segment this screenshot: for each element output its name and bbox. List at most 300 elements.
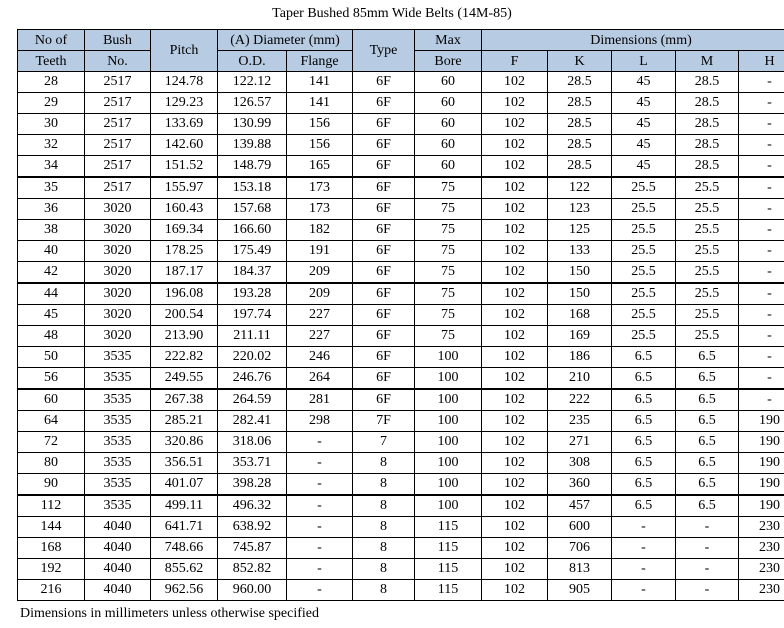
table-cell: 102 (482, 453, 548, 474)
table-cell: - (287, 474, 353, 496)
table-row (18, 326, 784, 347)
table-cell: 102 (482, 93, 548, 114)
table-cell: 122 (548, 177, 612, 199)
header-dimensions: Dimensions (mm) (482, 30, 784, 51)
table-cell: 190 (739, 474, 784, 496)
table-cell: 600 (548, 517, 612, 538)
table-cell: 100 (415, 495, 482, 517)
table-cell: 75 (415, 283, 482, 305)
table-cell: 28.5 (676, 114, 739, 135)
dimensions-table (17, 29, 784, 601)
table-cell: 264.59 (218, 389, 287, 411)
header-no-of: No of (18, 30, 85, 51)
header-h: H (739, 51, 784, 72)
table-cell: 962.56 (151, 580, 218, 601)
table-cell: 155.97 (151, 177, 218, 199)
table-cell: 45 (612, 72, 676, 93)
table-cell: 139.88 (218, 135, 287, 156)
table-cell: - (739, 326, 784, 347)
table-cell: 25.5 (676, 262, 739, 284)
table-cell: 80 (18, 453, 85, 474)
header-flange: Flange (287, 51, 353, 72)
table-cell: 227 (287, 305, 353, 326)
table-cell: 45 (612, 114, 676, 135)
table-cell: 6F (353, 177, 415, 199)
table-cell: 112 (18, 495, 85, 517)
table-cell: 169.34 (151, 220, 218, 241)
table-row (18, 432, 784, 453)
table-cell: 28.5 (548, 135, 612, 156)
table-cell: 748.66 (151, 538, 218, 559)
table-cell: 8 (353, 453, 415, 474)
table-cell: 28.5 (676, 93, 739, 114)
table-cell: 25.5 (676, 305, 739, 326)
table-cell: 192 (18, 559, 85, 580)
table-cell: 38 (18, 220, 85, 241)
table-cell: 25.5 (612, 283, 676, 305)
table-cell: 353.71 (218, 453, 287, 474)
table-cell: 6F (353, 262, 415, 284)
table-cell: 133.69 (151, 114, 218, 135)
table-cell: 60 (415, 135, 482, 156)
table-cell: 102 (482, 495, 548, 517)
table-cell: 3020 (85, 326, 151, 347)
table-cell: 60 (415, 156, 482, 178)
table-cell: 298 (287, 411, 353, 432)
table-cell: 230 (739, 517, 784, 538)
table-cell: 166.60 (218, 220, 287, 241)
table-cell: 100 (415, 411, 482, 432)
table-cell: 187.17 (151, 262, 218, 284)
table-cell: 151.52 (151, 156, 218, 178)
table-cell: 3535 (85, 453, 151, 474)
table-cell: - (739, 199, 784, 220)
table-row (18, 495, 784, 517)
table-cell: 6.5 (676, 368, 739, 390)
table-cell: 220.02 (218, 347, 287, 368)
table-cell: 3020 (85, 262, 151, 284)
table-cell: 28.5 (548, 156, 612, 178)
table-cell: 6.5 (612, 389, 676, 411)
table-cell: 3020 (85, 241, 151, 262)
table-cell: 102 (482, 262, 548, 284)
table-cell: 153.18 (218, 177, 287, 199)
table-cell: 169 (548, 326, 612, 347)
table-cell: 496.32 (218, 495, 287, 517)
table-cell: 6F (353, 156, 415, 178)
table-row (18, 156, 784, 178)
table-cell: 40 (18, 241, 85, 262)
table-cell: 200.54 (151, 305, 218, 326)
table-cell: 42 (18, 262, 85, 284)
table-cell: 246.76 (218, 368, 287, 390)
table-cell: 124.78 (151, 72, 218, 93)
table-cell: 852.82 (218, 559, 287, 580)
table-cell: 28.5 (676, 72, 739, 93)
table-cell: - (676, 517, 739, 538)
table-cell: 60 (18, 389, 85, 411)
table-cell: 64 (18, 411, 85, 432)
table-cell: 7F (353, 411, 415, 432)
table-cell: 6.5 (676, 453, 739, 474)
table-cell: 6.5 (676, 495, 739, 517)
table-cell: 102 (482, 474, 548, 496)
table-cell: 102 (482, 241, 548, 262)
table-cell: 75 (415, 305, 482, 326)
table-cell: 4040 (85, 538, 151, 559)
table-cell: 3535 (85, 389, 151, 411)
table-cell: 28.5 (548, 114, 612, 135)
table-cell: 28.5 (548, 72, 612, 93)
table-cell: 745.87 (218, 538, 287, 559)
table-cell: 100 (415, 389, 482, 411)
table-cell: 34 (18, 156, 85, 178)
table-cell: 25.5 (612, 262, 676, 284)
table-cell: 6F (353, 347, 415, 368)
table-cell: - (612, 559, 676, 580)
table-cell: - (739, 347, 784, 368)
table-cell: 100 (415, 368, 482, 390)
table-cell: - (287, 559, 353, 580)
table-cell: 45 (612, 156, 676, 178)
table-body (18, 72, 784, 601)
table-cell: 32 (18, 135, 85, 156)
table-cell: 8 (353, 559, 415, 580)
table-cell: 102 (482, 156, 548, 178)
table-cell: 3535 (85, 495, 151, 517)
table-cell: 133 (548, 241, 612, 262)
table-cell: 3020 (85, 220, 151, 241)
table-cell: 102 (482, 220, 548, 241)
table-cell: 209 (287, 262, 353, 284)
table-cell: 160.43 (151, 199, 218, 220)
table-cell: 148.79 (218, 156, 287, 178)
table-cell: 6.5 (676, 474, 739, 496)
table-cell: 4040 (85, 580, 151, 601)
header-od: O.D. (218, 51, 287, 72)
table-cell: 102 (482, 114, 548, 135)
table-cell: 285.21 (151, 411, 218, 432)
table-cell: 168 (18, 538, 85, 559)
table-cell: 6F (353, 326, 415, 347)
table-cell: - (739, 368, 784, 390)
header-k: K (548, 51, 612, 72)
table-cell: 2517 (85, 135, 151, 156)
table-cell: 8 (353, 538, 415, 559)
table-row (18, 474, 784, 496)
table-cell: 3020 (85, 199, 151, 220)
table-cell: 173 (287, 177, 353, 199)
table-cell: 3020 (85, 283, 151, 305)
table-cell: - (739, 177, 784, 199)
table-row (18, 199, 784, 220)
table-cell: 197.74 (218, 305, 287, 326)
table-cell: 165 (287, 156, 353, 178)
table-cell: 855.62 (151, 559, 218, 580)
table-cell: 401.07 (151, 474, 218, 496)
table-cell: 35 (18, 177, 85, 199)
table-cell: 48 (18, 326, 85, 347)
table-cell: 6F (353, 135, 415, 156)
table-cell: 102 (482, 559, 548, 580)
table-cell: - (739, 262, 784, 284)
table-cell: 8 (353, 495, 415, 517)
table-cell: 2517 (85, 156, 151, 178)
table-cell: 156 (287, 135, 353, 156)
table-cell: 129.23 (151, 93, 218, 114)
table-cell: 271 (548, 432, 612, 453)
table-cell: 281 (287, 389, 353, 411)
table-row (18, 177, 784, 199)
table-cell: 230 (739, 559, 784, 580)
table-cell: 360 (548, 474, 612, 496)
table-cell: 638.92 (218, 517, 287, 538)
table-cell: - (739, 389, 784, 411)
table-cell: - (612, 538, 676, 559)
table-cell: 186 (548, 347, 612, 368)
table-cell: 6.5 (612, 495, 676, 517)
table-cell: 25.5 (676, 199, 739, 220)
table-cell: 6F (353, 283, 415, 305)
table-cell: 28.5 (676, 135, 739, 156)
table-cell: 8 (353, 474, 415, 496)
table-cell: 6F (353, 199, 415, 220)
table-row (18, 135, 784, 156)
table-row (18, 262, 784, 284)
table-cell: 102 (482, 517, 548, 538)
table-row (18, 538, 784, 559)
table-cell: 905 (548, 580, 612, 601)
table-row (18, 389, 784, 411)
table-cell: 2517 (85, 93, 151, 114)
table-cell: 227 (287, 326, 353, 347)
table-cell: 122.12 (218, 72, 287, 93)
header-bush-no: No. (85, 51, 151, 72)
table-cell: 102 (482, 135, 548, 156)
table-row (18, 559, 784, 580)
table-cell: 102 (482, 432, 548, 453)
table-cell: 130.99 (218, 114, 287, 135)
table-cell: 123 (548, 199, 612, 220)
table-cell: 6F (353, 368, 415, 390)
table-cell: - (739, 283, 784, 305)
table-cell: - (676, 559, 739, 580)
table-cell: - (287, 580, 353, 601)
table-cell: 126.57 (218, 93, 287, 114)
table-cell: 150 (548, 262, 612, 284)
table-cell: 960.00 (218, 580, 287, 601)
table-cell: 320.86 (151, 432, 218, 453)
table-cell: 30 (18, 114, 85, 135)
table-cell: 102 (482, 389, 548, 411)
table-cell: 211.11 (218, 326, 287, 347)
table-cell: 102 (482, 72, 548, 93)
table-cell: 356.51 (151, 453, 218, 474)
table-cell: 115 (415, 517, 482, 538)
table-cell: 75 (415, 241, 482, 262)
table-cell: 249.55 (151, 368, 218, 390)
header-pitch: Pitch (151, 30, 218, 72)
table-cell: 230 (739, 580, 784, 601)
table-cell: 90 (18, 474, 85, 496)
table-cell: 6F (353, 389, 415, 411)
table-cell: 25.5 (612, 326, 676, 347)
table-cell: 6.5 (676, 432, 739, 453)
table-cell: - (287, 432, 353, 453)
table-cell: 102 (482, 305, 548, 326)
table-cell: 28 (18, 72, 85, 93)
table-cell: 282.41 (218, 411, 287, 432)
table-cell: 56 (18, 368, 85, 390)
table-cell: 141 (287, 93, 353, 114)
table-cell: - (739, 220, 784, 241)
table-cell: 2517 (85, 72, 151, 93)
table-cell: 222 (548, 389, 612, 411)
table-cell: 3535 (85, 347, 151, 368)
table-cell: 144 (18, 517, 85, 538)
table-cell: - (287, 495, 353, 517)
table-cell: 190 (739, 453, 784, 474)
table-cell: 50 (18, 347, 85, 368)
table-cell: - (739, 72, 784, 93)
table-cell: - (739, 305, 784, 326)
table-cell: 4040 (85, 517, 151, 538)
table-cell: 6.5 (676, 411, 739, 432)
table-cell: 318.06 (218, 432, 287, 453)
table-cell: 2517 (85, 114, 151, 135)
table-cell: 6.5 (676, 347, 739, 368)
table-header (18, 30, 784, 72)
table-cell: - (287, 517, 353, 538)
table-cell: 25.5 (676, 326, 739, 347)
table-cell: 25.5 (676, 177, 739, 199)
table-cell: 168 (548, 305, 612, 326)
table-cell: 193.28 (218, 283, 287, 305)
table-cell: 6.5 (612, 347, 676, 368)
table-cell: 7 (353, 432, 415, 453)
table-cell: - (739, 135, 784, 156)
table-cell: 60 (415, 114, 482, 135)
table-cell: 102 (482, 177, 548, 199)
table-cell: 102 (482, 199, 548, 220)
table-cell: 102 (482, 283, 548, 305)
table-cell: 157.68 (218, 199, 287, 220)
table-cell: 8 (353, 517, 415, 538)
table-cell: 142.60 (151, 135, 218, 156)
table-cell: 36 (18, 199, 85, 220)
table-cell: 25.5 (612, 241, 676, 262)
table-cell: 100 (415, 453, 482, 474)
table-cell: 45 (612, 135, 676, 156)
table-cell: 209 (287, 283, 353, 305)
table-cell: 29 (18, 93, 85, 114)
table-cell: 191 (287, 241, 353, 262)
table-cell: 6.5 (612, 432, 676, 453)
header-diameter: (A) Diameter (mm) (218, 30, 353, 51)
table-cell: 3535 (85, 368, 151, 390)
header-l: L (612, 51, 676, 72)
table-cell: 6.5 (612, 368, 676, 390)
header-bush: Bush (85, 30, 151, 51)
table-cell: 3535 (85, 432, 151, 453)
table-cell: 398.28 (218, 474, 287, 496)
table-cell: 6.5 (676, 389, 739, 411)
table-cell: - (676, 538, 739, 559)
table-cell: 499.11 (151, 495, 218, 517)
table-cell: 641.71 (151, 517, 218, 538)
table-cell: 45 (612, 93, 676, 114)
table-cell: - (612, 580, 676, 601)
table-cell: 102 (482, 326, 548, 347)
table-cell: 267.38 (151, 389, 218, 411)
table-cell: 28.5 (676, 156, 739, 178)
table-cell: 115 (415, 559, 482, 580)
table-cell: 25.5 (612, 177, 676, 199)
table-cell: 102 (482, 411, 548, 432)
table-cell: - (739, 156, 784, 178)
table-row (18, 411, 784, 432)
table-row (18, 453, 784, 474)
table-cell: 141 (287, 72, 353, 93)
table-cell: 6.5 (612, 453, 676, 474)
table-cell: 6F (353, 220, 415, 241)
header-m: M (676, 51, 739, 72)
table-cell: 102 (482, 580, 548, 601)
table-cell: 210 (548, 368, 612, 390)
table-cell: 102 (482, 368, 548, 390)
table-cell: 6.5 (612, 411, 676, 432)
table-cell: 246 (287, 347, 353, 368)
table-cell: 44 (18, 283, 85, 305)
footnote: Dimensions in millimeters unless otherwise specified (20, 606, 320, 621)
table-cell: 115 (415, 580, 482, 601)
table-row (18, 368, 784, 390)
table-cell: - (287, 538, 353, 559)
table-cell: 100 (415, 474, 482, 496)
table-cell: 230 (739, 538, 784, 559)
table-cell: 8 (353, 580, 415, 601)
table-cell: 6F (353, 93, 415, 114)
table-cell: 190 (739, 411, 784, 432)
table-cell: 25.5 (612, 305, 676, 326)
table-cell: 222.82 (151, 347, 218, 368)
table-cell: 100 (415, 432, 482, 453)
table-cell: 2517 (85, 177, 151, 199)
header-type: Type (353, 30, 415, 72)
table-cell: 3020 (85, 305, 151, 326)
table-cell: - (739, 114, 784, 135)
table-cell: 308 (548, 453, 612, 474)
table-row (18, 305, 784, 326)
table-cell: 75 (415, 199, 482, 220)
table-cell: 102 (482, 347, 548, 368)
header-max: Max (415, 30, 482, 51)
table-cell: 3535 (85, 411, 151, 432)
table-cell: 102 (482, 538, 548, 559)
table-cell: 150 (548, 283, 612, 305)
table-cell: 25.5 (676, 241, 739, 262)
table-cell: 178.25 (151, 241, 218, 262)
table-cell: 75 (415, 220, 482, 241)
table-cell: 125 (548, 220, 612, 241)
table-cell: 75 (415, 177, 482, 199)
table-cell: 235 (548, 411, 612, 432)
table-cell: 75 (415, 326, 482, 347)
table-row (18, 283, 784, 305)
table-title: Taper Bushed 85mm Wide Belts (14M-85) (272, 6, 512, 21)
table-cell: 190 (739, 432, 784, 453)
table-row (18, 114, 784, 135)
